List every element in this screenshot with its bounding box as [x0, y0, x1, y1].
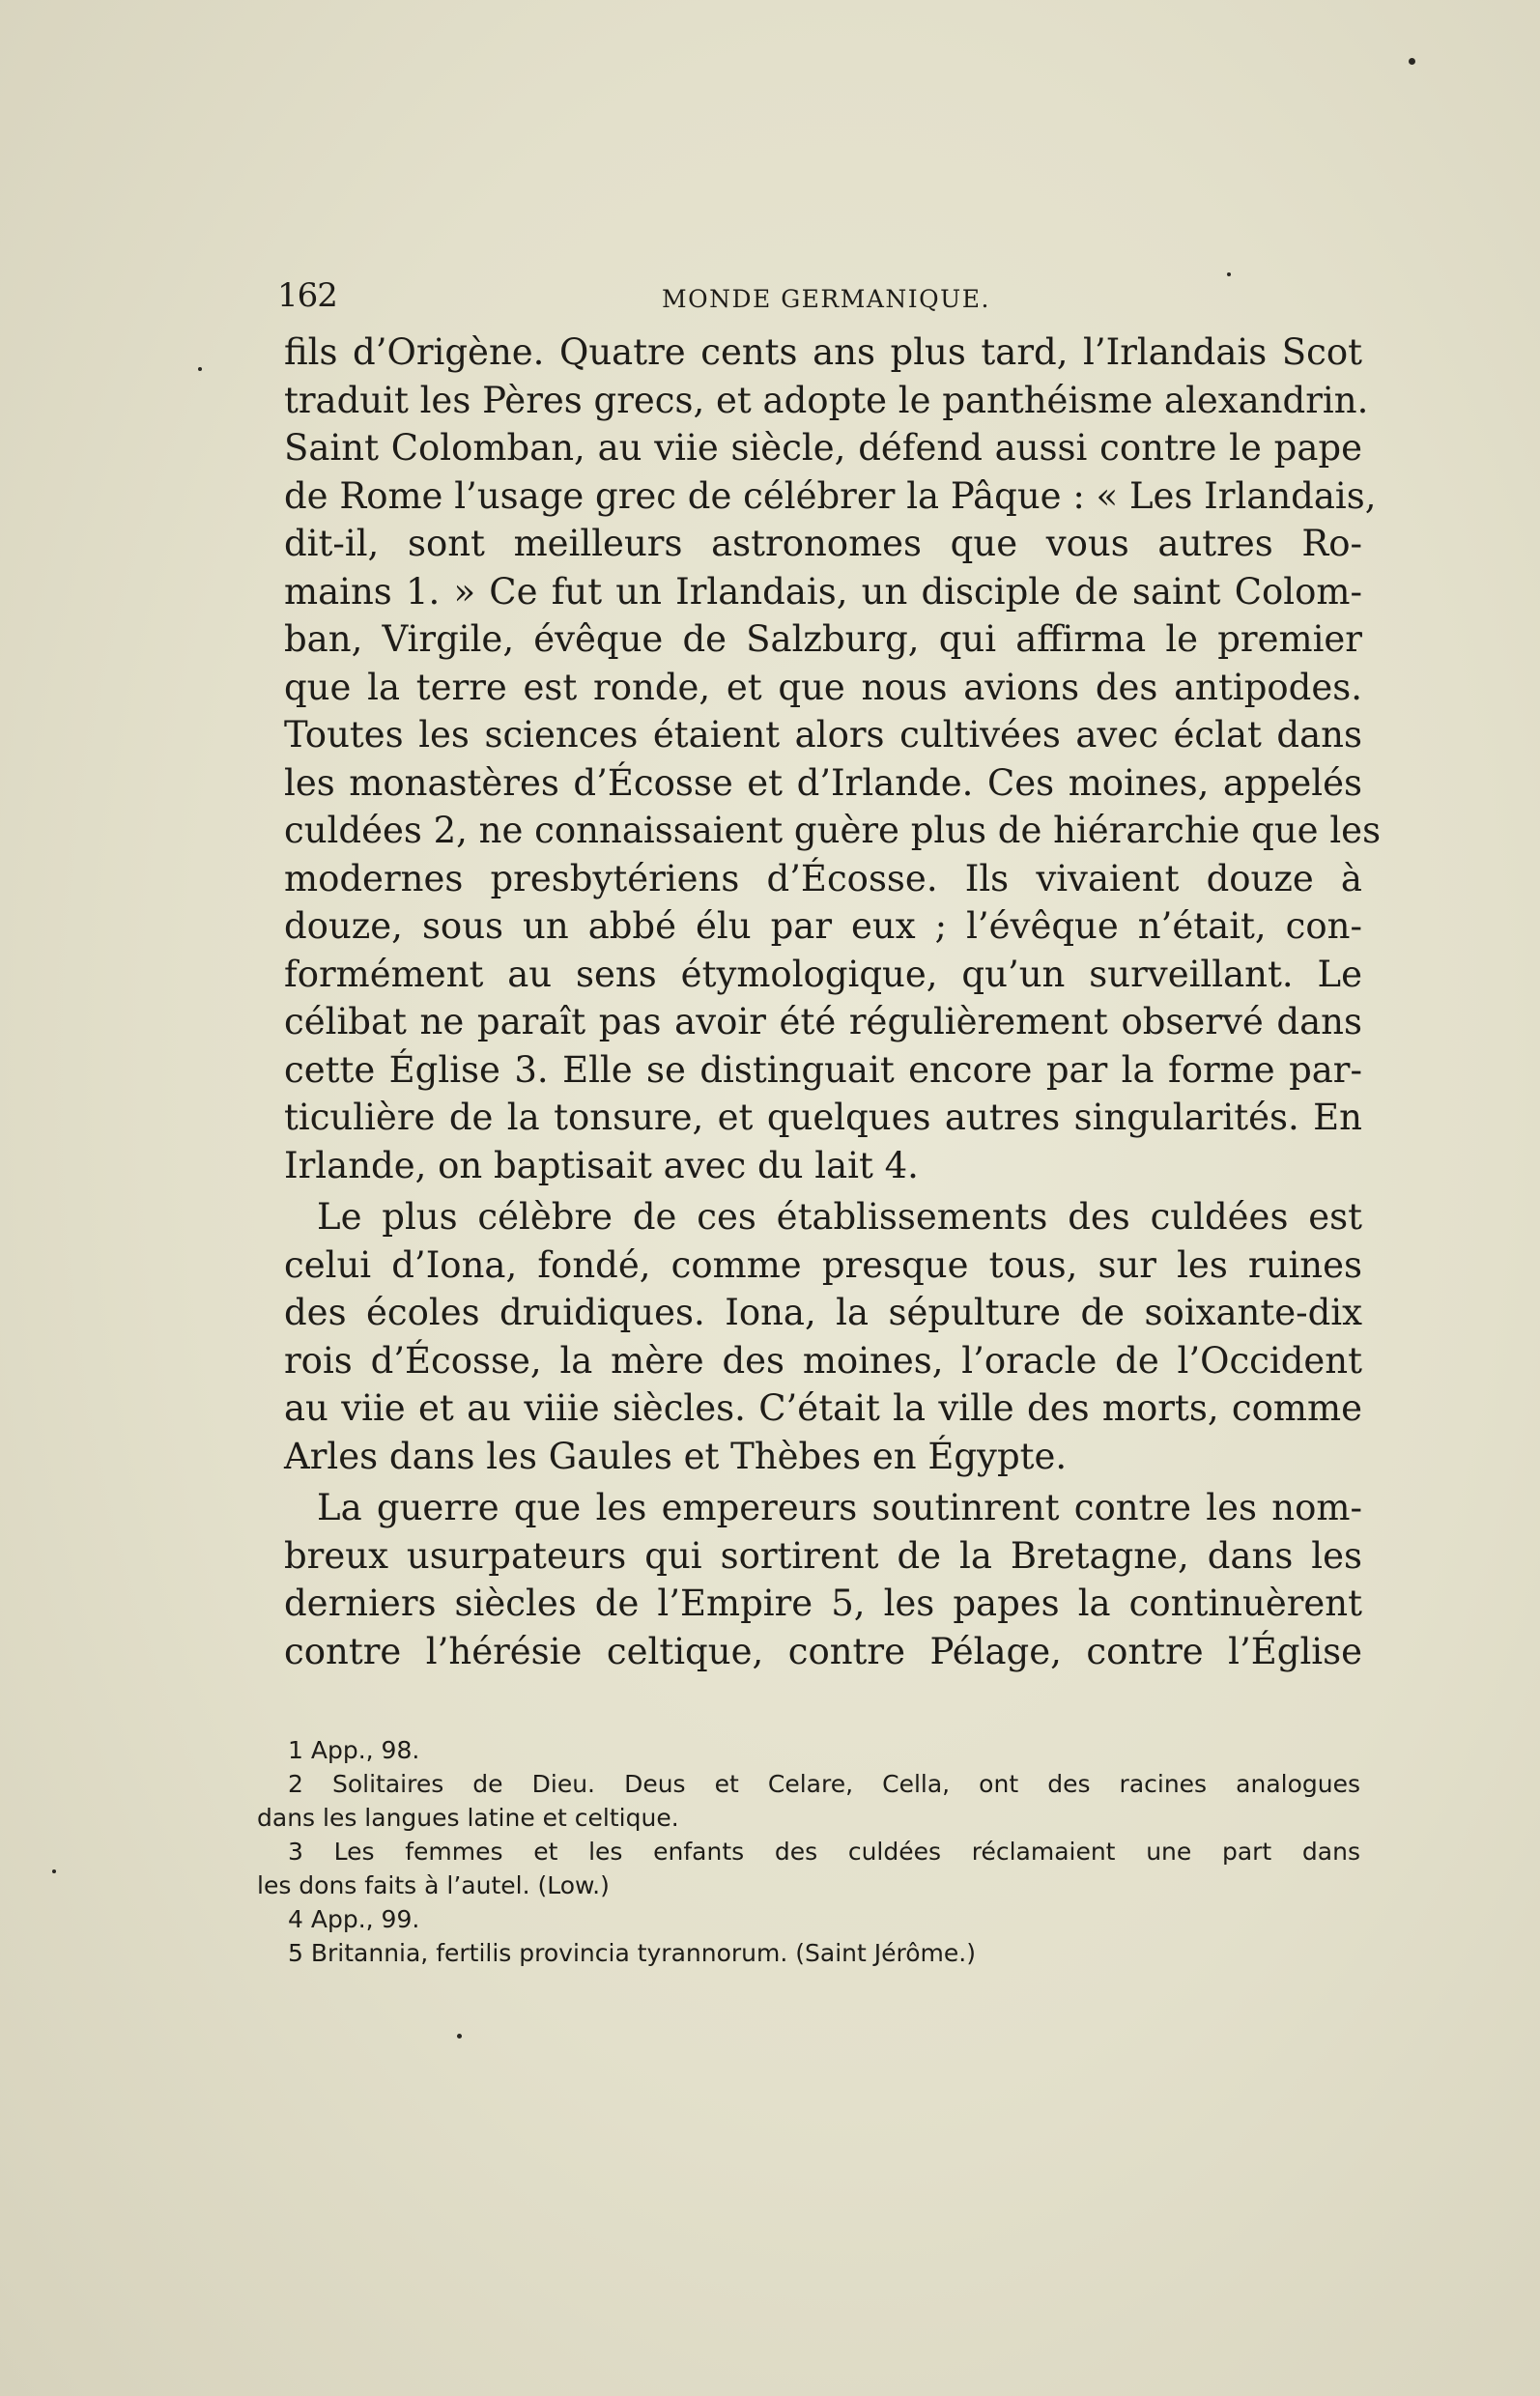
page-number: 162 — [277, 276, 337, 315]
ink-speck — [198, 367, 202, 371]
text-line: Toutes les sciences étaient alors cultivées avec éclat dans — [284, 714, 1362, 756]
text-line: des écoles druidiques. Iona, la sépulture de soixante-dix — [284, 1292, 1362, 1333]
text-line: que la terre est ronde, et que nous avions des antipodes. — [284, 666, 1362, 708]
text-line: traduit les Pères grecs, et adopte le panthéisme alexandrin. — [284, 379, 1369, 421]
text-line: Irlande, on baptisait avec du lait 4. — [284, 1144, 919, 1186]
text-line: celui d’Iona, fondé, comme presque tous, sur les ruines — [284, 1243, 1362, 1286]
text-line: les monastères d’Écosse et d’Irlande. Ces moines, appelés — [284, 761, 1362, 804]
text-line: Le plus célèbre de ces établissements des culdées est — [317, 1196, 1362, 1238]
footnote-line: 5 Britannia, fertilis provincia tyrannorum. (Saint Jérôme.) — [288, 1939, 976, 1967]
ink-speck — [52, 1869, 56, 1873]
footnote-line: dans les langues latine et celtique. — [257, 1804, 679, 1832]
text-line: douze, sous un abbé élu par eux ; l’évêque n’était, con- — [284, 905, 1362, 947]
running-head — [277, 276, 1369, 325]
footnote-line: 3 Les femmes et les enfants des culdées réclamaient une part dans — [288, 1838, 1360, 1866]
ink-speck — [457, 2034, 462, 2039]
text-line: cette Église 3. Elle se distinguait encore par la forme par- — [284, 1048, 1362, 1091]
running-title: MONDE GERMANIQUE. — [662, 285, 990, 313]
footnote-line: 2 Solitaires de Dieu. Deus et Celare, Cella, ont des racines analogues — [288, 1770, 1360, 1798]
ink-speck — [1409, 58, 1415, 65]
ink-speck — [1227, 272, 1231, 276]
text-line: célibat ne paraît pas avoir été régulièrement observé dans — [284, 1001, 1362, 1042]
text-line: modernes presbytériens d’Écosse. Ils vivaient douze à — [284, 857, 1362, 899]
text-line: dit-il, sont meilleurs astronomes que vous autres Ro- — [284, 523, 1362, 564]
text-line: au viie et au viiie siècles. C’était la ville des morts, comme — [284, 1387, 1362, 1429]
text-line: Saint Colomban, au viie siècle, défend aussi contre le pape — [284, 427, 1362, 469]
text-line: rois d’Écosse, la mère des moines, l’oracle de l’Occident — [284, 1339, 1362, 1382]
body-text — [284, 328, 1382, 1675]
footnotes — [257, 1733, 1360, 1970]
footnote-line: 4 App., 99. — [288, 1905, 420, 1933]
text-line: culdées 2, ne connaissaient guère plus de hiérarchie que les — [284, 810, 1382, 851]
text-line: mains 1. » Ce fut un Irlandais, un disciple de saint Colom- — [284, 570, 1362, 613]
text-line: breux usurpateurs qui sortirent de la Bretagne, dans les — [284, 1534, 1362, 1577]
text-line: La guerre que les empereurs soutinrent contre les nom- — [317, 1487, 1362, 1528]
text-line: Arles dans les Gaules et Thèbes en Égypte. — [284, 1435, 1068, 1477]
text-line: ban, Virgile, évêque de Salzburg, qui affirma le premier — [284, 618, 1362, 660]
footnote-line: les dons faits à l’autel. (Low.) — [257, 1871, 610, 1899]
text-line: formément au sens étymologique, qu’un surveillant. Le — [284, 953, 1362, 995]
text-line: ticulière de la tonsure, et quelques autres singularités. En — [284, 1097, 1362, 1138]
text-line: fils d’Origène. Quatre cents ans plus tard, l’Irlandais Scot — [284, 331, 1362, 373]
text-line: derniers siècles de l’Empire 5, les papes la continuèrent — [284, 1583, 1362, 1624]
footnote-line: 1 App., 98. — [288, 1736, 420, 1764]
text-line: de Rome l’usage grec de célébrer la Pâque : « Les Irlandais, — [284, 474, 1377, 517]
text-line: contre l’hérésie celtique, contre Pélage, contre l’Église — [284, 1630, 1362, 1672]
